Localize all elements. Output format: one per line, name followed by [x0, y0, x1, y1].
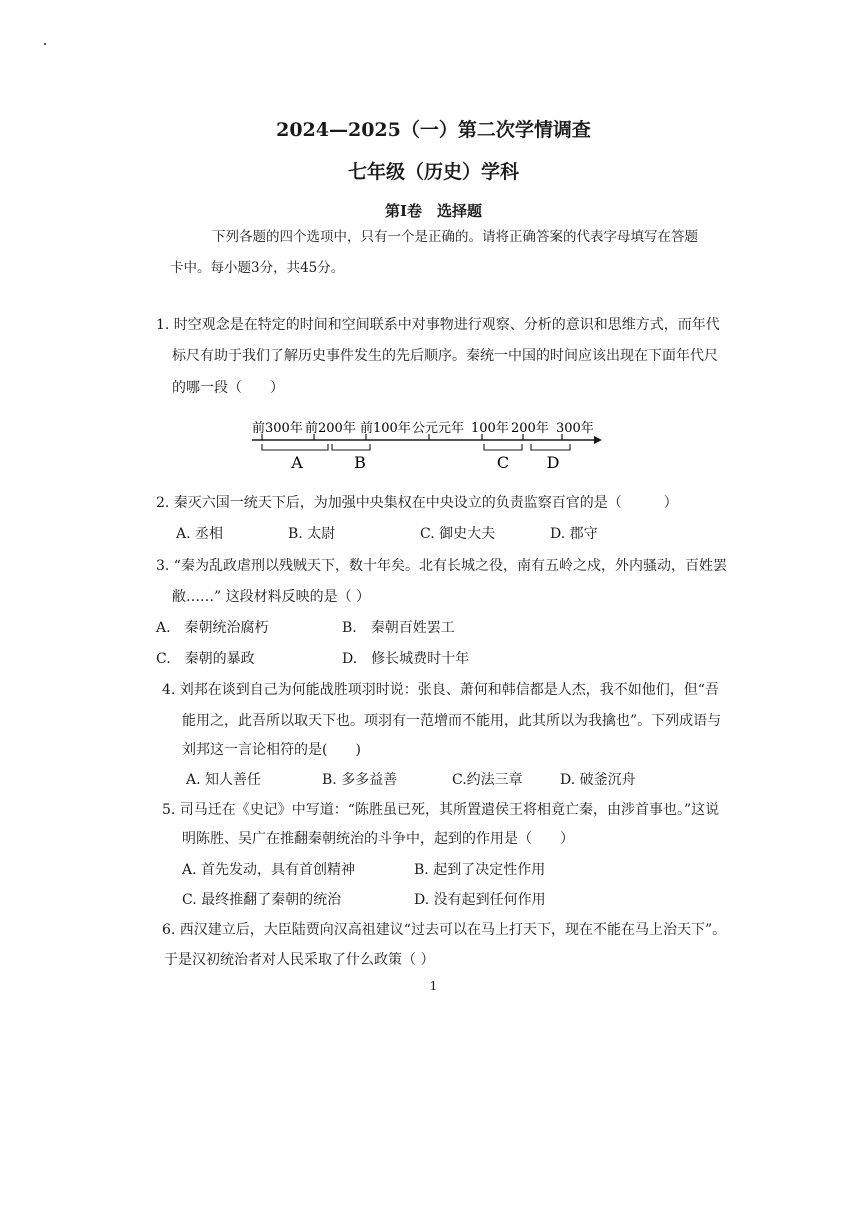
- q1-line-2: 标尺有助于我们了解历史事件发生的先后顺序。秦统一中国的时间应该出现在下面年代尺: [172, 348, 718, 364]
- q5-option-b: B. 起到了决定性作用: [414, 862, 546, 878]
- tick-label-ad100: 100年: [471, 421, 509, 436]
- q3-option-b: B. 秦朝百姓罢工: [342, 620, 455, 636]
- q4-option-d: D. 破釜沉舟: [560, 772, 636, 788]
- q1-line-1: 1. 时空观念是在特定的时间和空间联系中对事物进行观察、分析的意识和思维方式，而年代: [156, 317, 720, 333]
- timeline-ruler: [240, 410, 610, 480]
- q6-line-1: 6. 西汉建立后，大臣陆贾向汉高祖建议“过去可以在马上打天下，现在不能在马上治天下”。: [162, 922, 727, 938]
- q4-line-2: 能用之，此吾所以取天下也。项羽有一范增而不能用，此其所以为我擒也”。下列成语与: [182, 713, 722, 729]
- tick-label-bc300: 前300年: [252, 421, 303, 436]
- tick-label-ad300: 300年: [556, 421, 594, 436]
- q3-option-d: D. 修长城费时十年: [342, 651, 470, 667]
- q5-line-1: 5. 司马迁在《史记》中写道：“陈胜虽已死，其所置遣侯王将相竟亡秦，由涉首事也。”这说: [162, 802, 720, 818]
- q4-line-3: 刘邦这一言论相符的是( ): [182, 742, 361, 758]
- q4-option-a: A. 知人善任: [186, 772, 262, 788]
- segment-c-bracket: [484, 444, 522, 450]
- segment-label-c: C: [496, 453, 510, 472]
- q4-option-c: C.约法三章: [452, 772, 523, 788]
- instruction-line-2: 卡中。每小题3分，共45分。: [170, 260, 345, 276]
- q3-option-c: C. 秦朝的暴政: [156, 651, 255, 667]
- timeline-tick-labels: [252, 420, 594, 436]
- exam-subject: 七年级（历史）学科: [347, 161, 519, 183]
- q6-line-2: 于是汉初统治者对人民采取了什么政策（ ）: [164, 952, 435, 968]
- q2-option-a: A. 丞相: [176, 526, 224, 542]
- q5-option-c: C. 最终推翻了秦朝的统治: [182, 892, 342, 908]
- q5-line-2: 明陈胜、吴广在推翻秦朝统治的斗争中，起到的作用是（ ）: [182, 831, 574, 847]
- q1-line-3: 的哪一段（ ）: [172, 380, 284, 396]
- page-number: 1: [429, 979, 438, 993]
- q2-option-b: B. 太尉: [288, 526, 336, 542]
- q3-option-a: A. 秦朝统治腐朽: [156, 620, 269, 636]
- q2-stem: 2. 秦灭六国一统天下后，为加强中央集权在中央设立的负责监察百官的是（ ）: [156, 495, 678, 511]
- timeline-arrow: [594, 436, 602, 444]
- q5-option-a: A. 首先发动，具有首创精神: [182, 862, 356, 878]
- q2-option-c: C. 御史大夫: [420, 526, 496, 542]
- instruction-line-1: 下列各题的四个选项中，只有一个是正确的。请将正确答案的代表字母填写在答题: [212, 229, 698, 245]
- segment-label-a: A: [291, 453, 303, 472]
- tick-label-ad1: 公元元年: [412, 421, 465, 436]
- q4-option-b: B. 多多益善: [322, 772, 398, 788]
- segment-a-bracket: [262, 444, 328, 450]
- segment-label-d: D: [546, 453, 560, 472]
- tick-label-bc200: 前200年: [305, 421, 356, 436]
- tick-label-bc100: 前100年: [360, 421, 411, 436]
- q5-option-d: D. 没有起到任何作用: [414, 892, 546, 908]
- q3-line-2: 敝……” 这段材料反映的是（ ）: [172, 589, 371, 605]
- section-heading: 第Ⅰ卷 选择题: [384, 202, 483, 220]
- tick-label-ad200: 200年: [511, 421, 549, 436]
- segment-label-b: B: [354, 453, 366, 472]
- scan-speck: [44, 43, 46, 45]
- q3-line-1: 3. “秦为乱政虐刑以残贼天下，数十年矣。北有长城之役，南有五岭之戍，外内骚动，百姓罢: [156, 558, 727, 574]
- q4-line-1: 4. 刘邦在谈到自己为何能战胜项羽时说：张良、萧何和韩信都是人杰，我不如他们，但“吾: [162, 682, 719, 698]
- exam-title: 2024—2025（一）第二次学情调查: [276, 119, 591, 141]
- segment-d-bracket: [531, 444, 570, 450]
- segment-b-bracket: [332, 444, 370, 450]
- q2-option-d: D. 郡守: [550, 526, 598, 542]
